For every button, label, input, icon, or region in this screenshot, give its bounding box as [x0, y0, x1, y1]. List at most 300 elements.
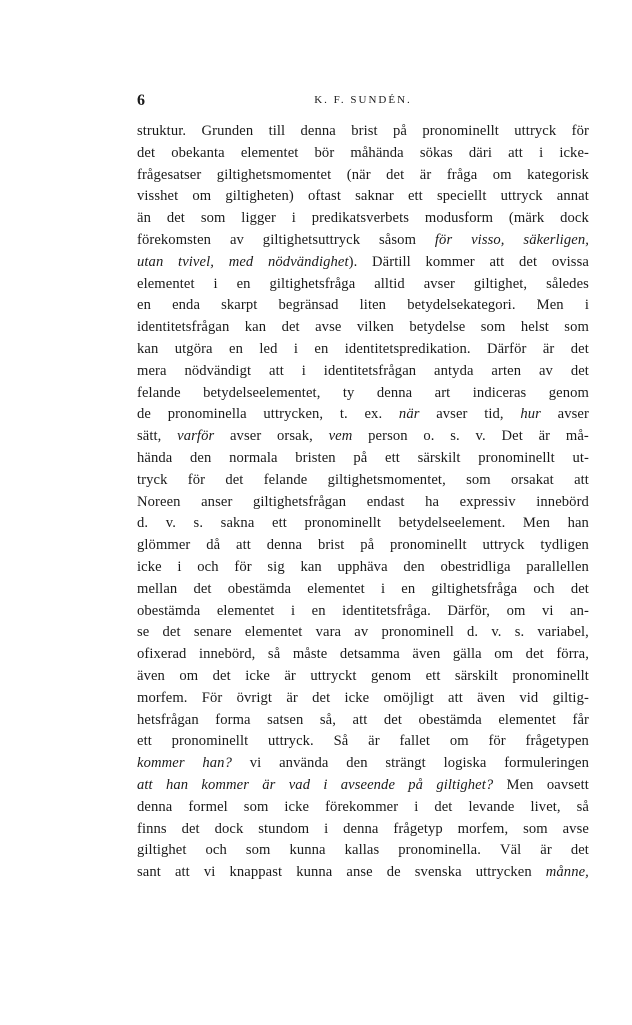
word: pronominellt [422, 123, 499, 139]
word: Men [536, 297, 564, 314]
word: han [165, 776, 189, 793]
word: kommer [425, 253, 475, 270]
word: är [262, 776, 276, 793]
word: speciellt [436, 188, 487, 205]
word: sig [267, 558, 285, 575]
word: anser [201, 493, 233, 510]
word: giltighet? [436, 776, 494, 793]
word: ofixerad [137, 646, 187, 663]
word: de [386, 864, 401, 881]
word: som [564, 319, 589, 336]
word: stundom [258, 820, 310, 837]
word: Noreen [137, 493, 181, 510]
word: betydelse [409, 319, 466, 336]
word: orsak, [277, 428, 313, 445]
word: nödvändigt [184, 362, 252, 379]
word: det [166, 210, 185, 227]
word: predikatsverbets [311, 210, 410, 227]
word: Väl [499, 842, 522, 859]
word: alltid [374, 275, 405, 292]
word: avser [229, 428, 262, 445]
word: betydelseelementet, [203, 384, 321, 401]
word: det [570, 580, 589, 597]
word: på [408, 776, 424, 793]
word: om [179, 667, 199, 684]
word: obestämda [227, 580, 292, 597]
word: så, [319, 711, 337, 728]
word: icke- [559, 144, 589, 161]
word: frågetyp [393, 820, 443, 837]
word: får [572, 711, 589, 728]
word: måhända [350, 144, 404, 161]
word: icke [137, 558, 162, 575]
word: om [192, 188, 212, 205]
word: pronominellt [171, 733, 249, 750]
word: strängt [385, 755, 426, 772]
text-line [137, 317, 589, 339]
word: dock [560, 210, 589, 227]
word: giltighet [137, 842, 187, 859]
word: kallas [344, 842, 380, 859]
word: särskilt [454, 667, 498, 684]
word: ut- [572, 449, 589, 466]
word: giltigheten) [225, 188, 294, 205]
word: betydelsekategori. [407, 297, 516, 314]
word: pronominellt [478, 449, 555, 466]
word: är [368, 733, 380, 750]
word: vi [541, 602, 554, 619]
text-line [137, 208, 589, 230]
word: som [243, 798, 269, 815]
word: elementet [216, 602, 275, 619]
word: elementet [307, 580, 365, 597]
word: varför [177, 428, 215, 445]
text-line [137, 121, 589, 143]
word: identitetspredikation. [344, 340, 471, 357]
word: och [197, 558, 219, 575]
word: det [225, 471, 244, 488]
word: i [584, 297, 589, 314]
word: en [236, 275, 251, 292]
word: att [574, 471, 589, 488]
word: denna [137, 798, 173, 815]
word: morfem, [457, 820, 509, 837]
word: tryck [137, 471, 168, 488]
word: det [386, 166, 405, 183]
word: d. [467, 624, 479, 641]
word: Därtill [372, 253, 411, 270]
text-line [137, 710, 589, 732]
page-number: 6 [137, 92, 145, 109]
word: pronominellt [512, 667, 589, 684]
word: kommer [201, 776, 250, 793]
word: annat [556, 188, 589, 205]
word: begränsad [278, 297, 339, 314]
word: avser [436, 406, 468, 423]
running-head [137, 92, 589, 112]
word: som [523, 820, 548, 837]
word: giltighetsfrågan [252, 493, 347, 510]
word: forma [215, 711, 251, 728]
text-line [137, 186, 589, 208]
word: av [538, 362, 553, 379]
word: oftast [307, 188, 341, 205]
word: icke [245, 667, 270, 684]
word: om [492, 166, 512, 183]
word: i [213, 275, 218, 292]
word: övrigt [236, 689, 273, 706]
word: giltig- [552, 689, 589, 706]
word: det [570, 362, 589, 379]
word: anse [346, 864, 373, 881]
word: innebörd [536, 493, 589, 510]
word: normala [229, 449, 278, 466]
word: kan [137, 340, 159, 357]
word: upphäva [337, 558, 388, 575]
word: Därför, [447, 602, 491, 619]
word: det [193, 580, 212, 597]
text-line [137, 753, 589, 775]
word: giltighetsfråga [269, 275, 356, 292]
word: är [286, 689, 298, 706]
word: struktur. [137, 123, 187, 139]
word: svenska [414, 864, 462, 881]
text-line [137, 862, 589, 884]
word: förra, [556, 646, 589, 663]
word: o. [423, 428, 435, 445]
word: det [383, 711, 403, 728]
word: uttryck [514, 123, 557, 139]
word: livet, [530, 798, 561, 815]
word: elementet [240, 144, 299, 161]
word: obekanta [171, 144, 225, 161]
word: s. [193, 515, 204, 532]
word: icke [344, 689, 370, 706]
word: obestämda [137, 602, 201, 619]
word: antyda [434, 362, 474, 379]
word: uttryck [482, 537, 525, 554]
word: det [570, 842, 589, 859]
word: avser [557, 406, 589, 423]
word: oavsett [546, 776, 589, 793]
word: Det [501, 428, 523, 445]
word: pronominella [167, 406, 247, 423]
word: i [323, 776, 328, 793]
text-line [137, 448, 589, 470]
word: s. [450, 428, 460, 445]
word: är [538, 428, 551, 445]
word: hetsfrågan [137, 711, 199, 728]
word: uttrycken, [263, 406, 324, 423]
word: felande [263, 471, 308, 488]
word: av [229, 231, 244, 248]
word: ett [385, 449, 400, 466]
word: om [494, 646, 514, 663]
word: finns [137, 820, 167, 837]
word: uttryck. [268, 733, 314, 750]
word: avse [562, 820, 589, 837]
word: som [245, 842, 271, 859]
word: en [314, 340, 329, 357]
word: är [542, 340, 555, 357]
word: utgöra [174, 340, 213, 357]
word: elementet [244, 624, 303, 641]
word: det [519, 253, 538, 270]
word: v. [165, 515, 176, 532]
word: att [508, 144, 523, 161]
word: är [284, 667, 296, 684]
word: innebörd, [198, 646, 256, 663]
text-line [137, 339, 589, 361]
text-line [137, 383, 589, 405]
word: av [354, 624, 369, 641]
word: gälla [452, 646, 482, 663]
word: liten [359, 297, 387, 314]
word: att [448, 689, 463, 706]
word: obestridliga [440, 558, 511, 575]
word: knappast [229, 864, 283, 881]
word: tid, [484, 406, 504, 423]
word: att [137, 776, 153, 793]
text-line [137, 731, 589, 753]
word: vilken [356, 319, 394, 336]
word: i [177, 558, 182, 575]
word: vi [203, 864, 216, 881]
word: kan [300, 558, 322, 575]
text-line [137, 688, 589, 710]
text-line [137, 666, 589, 688]
word: använda [279, 755, 329, 772]
word: pronominellt [304, 515, 382, 532]
word: elementet [498, 711, 556, 728]
word: att [489, 253, 505, 270]
word: (när [346, 166, 371, 183]
word: arten [491, 362, 522, 379]
word: i [324, 820, 329, 837]
word: således [546, 275, 589, 292]
word: art [434, 384, 451, 401]
word: Så [333, 733, 349, 750]
word: avseende [340, 776, 396, 793]
word: det [137, 144, 156, 161]
word: an- [570, 602, 589, 619]
word: ett [272, 515, 287, 532]
word: mera [137, 362, 167, 379]
word: visso, [471, 231, 505, 248]
word: bör [314, 144, 335, 161]
word: elementet [137, 275, 195, 292]
word: fallet [399, 733, 431, 750]
word: om [506, 602, 526, 619]
word: i [293, 340, 299, 357]
word: den [190, 449, 212, 466]
word: och [533, 580, 555, 597]
word: vi [249, 755, 262, 772]
word: Därför [486, 340, 527, 357]
word: felande [137, 384, 181, 401]
word: ligger [241, 210, 276, 227]
word: säkerligen, [523, 231, 589, 248]
word: omöjligt [383, 689, 434, 706]
text-line [137, 513, 589, 535]
word: kunna [289, 842, 326, 859]
word: i [539, 144, 544, 161]
word: s. [514, 624, 525, 641]
word: endast [366, 493, 405, 510]
text-line [137, 535, 589, 557]
word: formel [188, 798, 228, 815]
word: för [234, 558, 252, 575]
word: som [466, 471, 491, 488]
text-line [137, 601, 589, 623]
word: nödvändighet). [268, 253, 358, 270]
word: att [269, 362, 284, 379]
word: än [137, 210, 151, 227]
word: pronominell [381, 624, 454, 641]
word: genom [548, 384, 589, 401]
text-line [137, 252, 589, 274]
word: den [346, 755, 368, 772]
word: se [137, 624, 150, 641]
word: de [137, 406, 151, 423]
word: kommer [137, 755, 185, 772]
word: indiceras [472, 384, 527, 401]
word: till [268, 123, 286, 139]
word: avser [423, 275, 455, 292]
word: även [412, 646, 441, 663]
word: för [571, 123, 589, 139]
text-line [137, 644, 589, 666]
word: tvivel, [178, 253, 214, 270]
word: måste [292, 646, 328, 663]
word: sätt, [137, 428, 162, 445]
word: saknar [355, 188, 394, 205]
word: att [174, 864, 190, 881]
word: i [380, 580, 386, 597]
word: månne, [545, 864, 589, 881]
word: parallellen [526, 558, 589, 575]
word: denna [300, 123, 336, 139]
word: person [368, 428, 408, 445]
word: obestämda [418, 711, 482, 728]
word: giltighetsmomentet, [327, 471, 446, 488]
word: icke [284, 798, 310, 815]
word: sökas [419, 144, 453, 161]
word: han [567, 515, 589, 532]
word: helst [520, 319, 549, 336]
word: brist [317, 537, 345, 554]
word: mellan [137, 580, 178, 597]
word: detsamma [339, 646, 400, 663]
text-line [137, 840, 589, 862]
running-title: K. F. SUNDÉN. [314, 94, 412, 106]
word: när [398, 406, 420, 423]
word: identitetsfrågan [323, 362, 417, 379]
word: v. [475, 428, 486, 445]
word: utan [137, 253, 164, 270]
word: för [434, 231, 453, 248]
word: ett [137, 733, 152, 750]
word: en [401, 580, 416, 597]
word: som [480, 319, 506, 336]
word: det [162, 624, 181, 641]
word: (märk [508, 210, 545, 227]
word: uttrycken [475, 864, 532, 881]
word: i [301, 362, 306, 379]
word: på [360, 537, 375, 554]
word: för [187, 471, 206, 488]
word: en [229, 340, 243, 357]
word: betydelseelement. [398, 515, 506, 532]
word: så [267, 646, 281, 663]
word: giltighetsuttryck [262, 231, 361, 248]
word: frågesatser [137, 166, 202, 183]
word: orsakat [510, 471, 554, 488]
word: visshet [137, 188, 179, 205]
word: sakna [220, 515, 255, 532]
word: särskilt [417, 449, 461, 466]
word: uttryck [500, 188, 543, 205]
word: enda [172, 297, 201, 314]
word: på [393, 123, 407, 139]
word: en [137, 297, 151, 314]
word: genom [370, 667, 412, 684]
word: den [403, 558, 425, 575]
word: det [525, 646, 544, 663]
word: Men [522, 515, 550, 532]
word: förekommer [325, 798, 399, 815]
word: modusform [424, 210, 494, 227]
word: levande [468, 798, 515, 815]
text-line [137, 470, 589, 492]
word: d. [137, 515, 149, 532]
text-line [137, 426, 589, 448]
word: om [449, 733, 469, 750]
word: kunna [296, 864, 333, 881]
word: att [352, 711, 368, 728]
word: ett [407, 188, 423, 205]
text-line [137, 404, 589, 426]
word: giltighetsfråga [431, 580, 518, 597]
word: denna [266, 537, 303, 554]
word: som [200, 210, 226, 227]
word: även [137, 667, 165, 684]
word: identitetsfråga. [342, 602, 431, 619]
word: däri [468, 144, 492, 161]
word: och [205, 842, 227, 859]
word: i [290, 602, 296, 619]
text-line [137, 295, 589, 317]
word: på [353, 449, 368, 466]
word: identitetsfrågan [137, 319, 230, 336]
word: vara [315, 624, 342, 641]
text-line [137, 775, 589, 797]
word: giltighet, [473, 275, 528, 292]
word: senare [193, 624, 232, 641]
word: att [236, 537, 251, 554]
word: frågetypen [525, 733, 589, 750]
word: hur [520, 406, 541, 423]
word: vem [328, 428, 353, 445]
word: brist [351, 123, 378, 139]
word: kategorisk [527, 166, 589, 183]
word: dock [214, 820, 244, 837]
word: ha [425, 493, 440, 510]
word: formuleringen [504, 755, 589, 772]
word: fråga [446, 166, 478, 183]
word: då [206, 537, 221, 554]
word: vad [288, 776, 311, 793]
